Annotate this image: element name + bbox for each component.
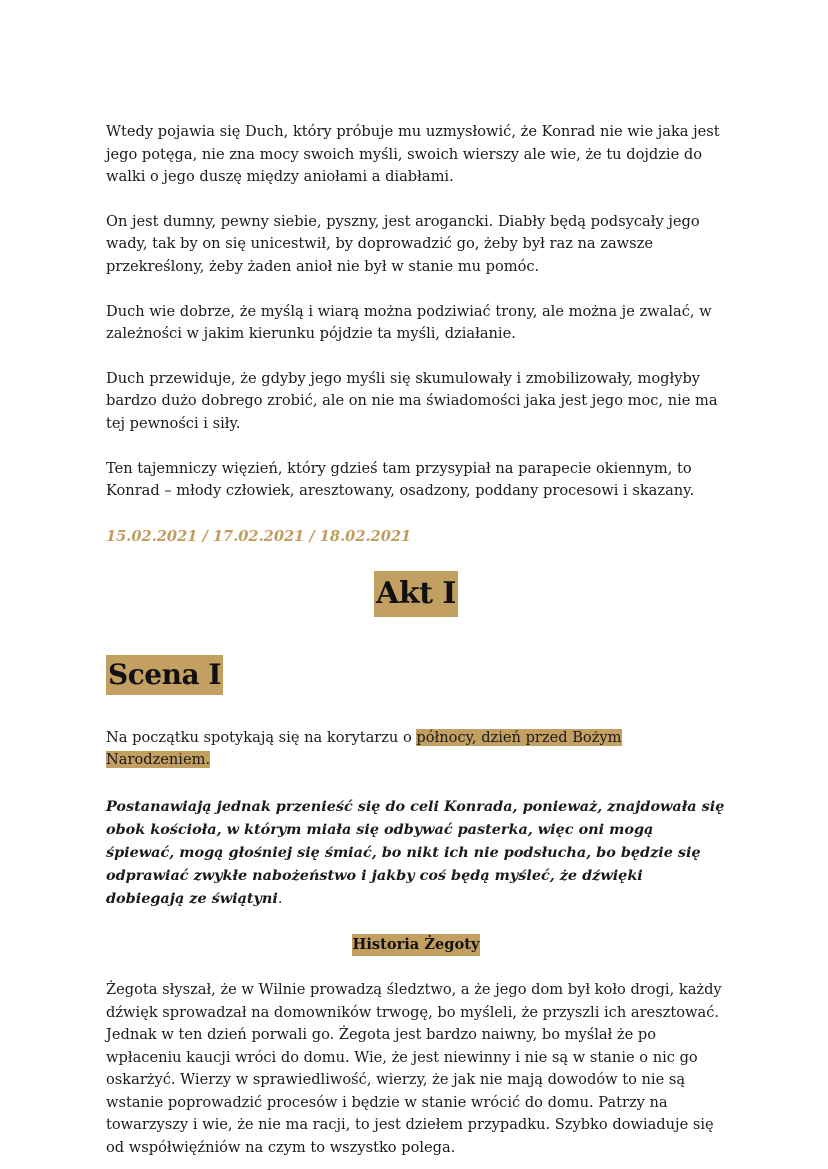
paragraph-duch-predicts: Duch przewiduje, że gdyby jego myśli się skumulowały i zmobilizowały, mogłyby bardzo dużo dobrego zrobić, ale on nie ma świadomości jaka jest jego moc, nie ma tej pewności i siły. bbox=[106, 369, 718, 432]
paragraph-duch-knows: Duch wie dobrze, że myślą i wiarą można podziwiać trony, ale można je zwalać, w zależności w jakim kierunku pójdzie ta myśli, działanie. bbox=[106, 302, 712, 343]
bold-italic-period: . bbox=[277, 890, 283, 907]
document-page bbox=[106, 121, 726, 1160]
scene-heading: Scena I bbox=[106, 655, 223, 695]
scene-heading-wrapper bbox=[106, 655, 726, 701]
intro-paragraph bbox=[106, 727, 726, 772]
paragraph-zegota-story: Żegota słyszał, że w Wilnie prowadzą śledztwo, a że jego dom był koło drogi, każdy dźwięk sprowadzał na domowników trwogę, bo myśleli, że przyszli ich aresztować. Jednak w ten dzień porwali go. Żegota jest bardzo naiwny, bo myślał że po wpłaceniu kaucji wróci do domu. Wie, że jest niewinny i nie są w stanie o nic go oskarżyć. Wierzy w sprawiedliwość, wierzy, że jak nie mają dowodów to nie są wstanie poprowadzić procesów i będzie w stanie wrócić do domu. Patrzy na towarzyszy i wie, że nie ma racji, to jest dziełem przypadku. Szybko dowiaduje się od współwięźniów na czym to wszystko polega. bbox=[106, 980, 722, 1157]
act-heading-wrapper bbox=[106, 571, 726, 619]
bold-italic-text: Postanawiają jednak przenieść się do celi Konrada, ponieważ, znajdowała się obok kościoła, w którym miała się odbywać pasterka, więc oni mogą śpiewać, mogą głośniej się śmiać, bo nikt ich nie podsłucha, bo będzie się odprawiać zwykłe nabożeństwo i jakby coś będą myśleć, że dźwięki dobiegają ze świątyni bbox=[106, 797, 725, 907]
intro-highlight: północy, dzień przed Bożym Narodzeniem. bbox=[106, 728, 622, 769]
subheading-wrapper bbox=[106, 934, 726, 956]
intro-text: Na początku spotykają się na korytarzu o bbox=[106, 728, 417, 746]
paragraph-duch-appears: Wtedy pojawia się Duch, który próbuje mu uzmysłowić, że Konrad nie wie jaka jest jego potęga, nie zna mocy swoich myśli, swoich wierszy ale wie, że tu dojdzie do walki o jego duszę między aniołami a diabłami. bbox=[106, 123, 720, 186]
bold-italic-paragraph bbox=[106, 795, 726, 911]
act-heading: Akt I bbox=[374, 571, 458, 617]
paragraph-mysterious-prisoner: Ten tajemniczy więzień, który gdzieś tam przysypiał na parapecie okiennym, to Konrad – młody człowiek, aresztowany, osadzony, poddany procesowi i skazany. bbox=[106, 459, 695, 500]
lesson-dates: 15.02.2021 / 17.02.2021 / 18.02.2021 bbox=[106, 527, 412, 545]
subheading-historia-zegoty: Historia Żegoty bbox=[352, 934, 481, 956]
paragraph-konrad-proud: On jest dumny, pewny siebie, pyszny, jest arogancki. Diabły będą podsycały jego wady, tak by on się unicestwił, by doprowadzić go, żeby był raz na zawsze przekreślony, żeby żaden anioł nie był w stanie mu pomóc. bbox=[106, 212, 700, 275]
